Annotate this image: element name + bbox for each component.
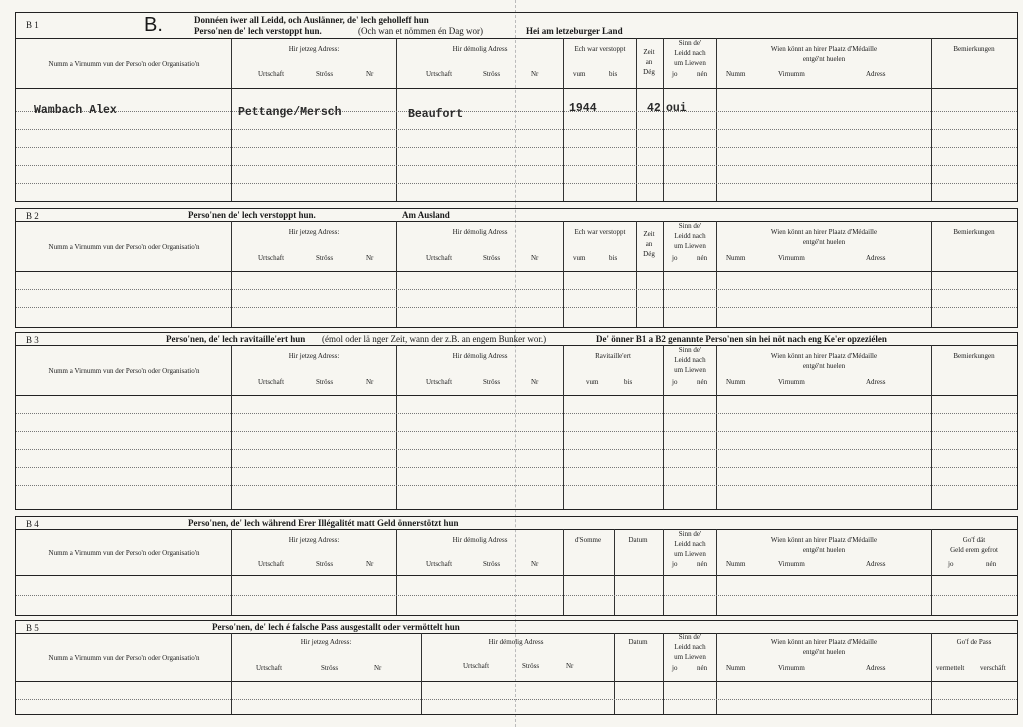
- section-code: B 5: [26, 623, 39, 633]
- medal-firstname-header: Virnumm: [778, 254, 805, 262]
- medal-name-header: Numm: [726, 664, 746, 672]
- medal-address-header: Adress: [866, 254, 886, 262]
- number-header: Nr: [531, 70, 539, 78]
- no-header: nén: [697, 560, 708, 568]
- meaning-header-3: um Liewen: [674, 242, 706, 250]
- section-b5: [15, 620, 1018, 715]
- time-header-2: an: [645, 58, 653, 66]
- section-region: Hei am letzeburger Land: [526, 26, 623, 36]
- from-header: vum: [573, 254, 586, 262]
- section-b1: [15, 12, 1018, 202]
- former-address-header: Hir démolig Adress: [488, 638, 544, 646]
- number-header: Nr: [374, 664, 382, 672]
- current-address-header: Hir jetzeg Adress:: [300, 638, 352, 646]
- section-title: Perso'nen, de' lech ravitaille'ert hun: [166, 334, 306, 344]
- section-note: (Och wan et nömmen én Dag wor): [358, 26, 483, 36]
- name-col-header: Numm a Virnumm vun der Perso'n oder Organisatio'n: [48, 654, 200, 662]
- section-code: B 3: [26, 335, 39, 345]
- section-b4: [15, 516, 1018, 616]
- meaning-header-3: um Liewen: [674, 366, 706, 374]
- yes-header: jo: [948, 560, 954, 568]
- entry-year: 1944: [569, 102, 597, 115]
- former-address-header: Hir démolig Adress: [452, 352, 508, 360]
- from-header: vum: [573, 70, 586, 78]
- number-header: Nr: [531, 378, 539, 386]
- from-header: vum: [586, 378, 599, 386]
- yes-header: jo: [672, 378, 678, 386]
- time-header-3: Dég: [643, 250, 655, 258]
- medal-header-2: entgé'nt huelen: [802, 55, 846, 63]
- medal-name-header: Numm: [726, 70, 746, 78]
- place-header: Urtschaft: [258, 70, 285, 78]
- section-title: Perso'nen de' lech verstoppt hun.: [188, 210, 316, 220]
- time-header-3: Dég: [643, 68, 655, 76]
- yes-header: jo: [672, 254, 678, 262]
- hidden-header: Ech war verstoppt: [574, 45, 626, 53]
- section-b2: [15, 208, 1018, 328]
- place-header: Urtschaft: [426, 254, 453, 262]
- meaning-header-2: Leidd nach: [674, 643, 706, 651]
- section-note-2: De' önner B1 a B2 genannte Perso'nen sin hei nöt nach eng Ke'er opzeziélen: [596, 334, 887, 344]
- street-header: Ströss: [316, 378, 334, 386]
- medal-address-header: Adress: [866, 378, 886, 386]
- meaning-header-2: Leidd nach: [674, 49, 706, 57]
- street-header: Ströss: [522, 662, 540, 670]
- number-header: Nr: [531, 254, 539, 262]
- medal-firstname-header: Virnumm: [778, 664, 805, 672]
- section-code: B 4: [26, 519, 39, 529]
- no-header: nén: [697, 378, 708, 386]
- hidden-header: Ech war verstoppt: [574, 228, 626, 236]
- remarks-header: Bemierkungen: [953, 45, 995, 53]
- medal-firstname-header: Virnumm: [778, 560, 805, 568]
- place-header: Urtschaft: [426, 560, 453, 568]
- medal-name-header: Numm: [726, 378, 746, 386]
- medal-header-2: entgé'nt huelen: [802, 546, 846, 554]
- place-header: Urtschaft: [258, 378, 285, 386]
- meaning-header-2: Leidd nach: [674, 540, 706, 548]
- entry-name: Wambach Alex: [34, 104, 117, 117]
- former-address-header: Hir démolig Adress: [452, 536, 508, 544]
- medal-address-header: Adress: [866, 664, 886, 672]
- street-header: Ströss: [483, 378, 501, 386]
- medal-header: Wien könnt an hirer Plaatz d'Médaille: [770, 45, 878, 53]
- money-return-header-2: Geld erem gefrot: [950, 546, 998, 554]
- date-header: Datum: [628, 638, 648, 646]
- street-header: Ströss: [483, 70, 501, 78]
- current-address-header: Hir jetzeg Adress:: [288, 352, 340, 360]
- section-title: Perso'nen, de' lech é falsche Pass ausgestallt oder vermöttelt hun: [212, 622, 460, 632]
- medal-header-2: entgé'nt huelen: [802, 238, 846, 246]
- former-address-header: Hir démolig Adress: [452, 45, 508, 53]
- pass-obtained-header: verschäft: [980, 664, 1006, 672]
- meaning-header-3: um Liewen: [674, 59, 706, 67]
- money-return-header: Go'f dät: [962, 536, 986, 544]
- former-address-header: Hir démolig Adress: [452, 228, 508, 236]
- section-subtitle: Perso'nen de' lech verstoppt hun.: [194, 26, 322, 36]
- time-header: Zeit: [643, 48, 655, 56]
- meaning-header-1: Sinn de': [678, 346, 702, 354]
- meaning-header-1: Sinn de': [678, 222, 702, 230]
- medal-header: Wien könnt an hirer Plaatz d'Médaille: [770, 352, 878, 360]
- place-header: Urtschaft: [426, 70, 453, 78]
- section-code: B 1: [26, 20, 39, 30]
- medal-header-2: entgé'nt huelen: [802, 648, 846, 656]
- no-header: nén: [986, 560, 997, 568]
- remarks-header: Bemierkungen: [953, 352, 995, 360]
- medal-firstname-header: Virnumm: [778, 378, 805, 386]
- no-header: nén: [697, 70, 708, 78]
- name-col-header: Numm a Virnumm vun der Perso'n oder Organisatio'n: [48, 243, 200, 251]
- no-header: nén: [697, 664, 708, 672]
- time-header: Zeit: [643, 230, 655, 238]
- name-col-header: Numm a Virnumm vun der Perso'n oder Organisatio'n: [48, 367, 200, 375]
- entry-days: 42: [647, 102, 661, 115]
- meaning-header-2: Leidd nach: [674, 356, 706, 364]
- number-header: Nr: [366, 378, 374, 386]
- number-header: Nr: [366, 254, 374, 262]
- no-header: nén: [697, 254, 708, 262]
- medal-header-2: entgé'nt huelen: [802, 362, 846, 370]
- meaning-header-1: Sinn de': [678, 530, 702, 538]
- medal-firstname-header: Virnumm: [778, 70, 805, 78]
- meaning-header-3: um Liewen: [674, 653, 706, 661]
- time-header-2: an: [645, 240, 653, 248]
- entry-former-place: Beaufort: [408, 108, 464, 121]
- yes-header: jo: [672, 70, 678, 78]
- place-header: Urtschaft: [463, 662, 490, 670]
- to-header: bis: [609, 70, 618, 78]
- pass-header: Go'f de Pass: [956, 638, 992, 646]
- current-address-header: Hir jetzeg Adress:: [288, 228, 340, 236]
- sum-header: d'Somme: [574, 536, 602, 544]
- section-note: (émol oder lä nger Zeit, wann der z.B. an engem Bunker wor.): [322, 334, 547, 344]
- entry-answer: oui: [666, 102, 687, 115]
- medal-header: Wien könnt an hirer Plaatz d'Médaille: [770, 228, 878, 236]
- medal-address-header: Adress: [866, 560, 886, 568]
- street-header: Ströss: [316, 560, 334, 568]
- number-header: Nr: [531, 560, 539, 568]
- section-code: B 2: [26, 211, 39, 221]
- meaning-header-1: Sinn de': [678, 39, 702, 47]
- current-address-header: Hir jetzeg Adress:: [288, 45, 340, 53]
- medal-name-header: Numm: [726, 560, 746, 568]
- medal-address-header: Adress: [866, 70, 886, 78]
- place-header: Urtschaft: [258, 254, 285, 262]
- to-header: bis: [624, 378, 633, 386]
- medal-header: Wien könnt an hirer Plaatz d'Médaille: [770, 536, 878, 544]
- section-b3: [15, 332, 1018, 510]
- place-header: Urtschaft: [426, 378, 453, 386]
- date-header: Datum: [628, 536, 648, 544]
- number-header: Nr: [366, 70, 374, 78]
- meaning-header-3: um Liewen: [674, 550, 706, 558]
- medal-header: Wien könnt an hirer Plaatz d'Médaille: [770, 638, 878, 646]
- form-letter: B.: [144, 14, 163, 36]
- street-header: Ströss: [316, 254, 334, 262]
- section-title: Donnéen iwer all Leidd, och Auslänner, de' lech geholleff hun: [194, 15, 429, 25]
- medal-name-header: Numm: [726, 254, 746, 262]
- meaning-header-1: Sinn de': [678, 633, 702, 641]
- entry-current-place: Pettange/Mersch: [238, 106, 342, 119]
- remarks-header: Bemierkungen: [953, 228, 995, 236]
- name-col-header: Numm a Virnumm vun der Perso'n oder Organisatio'n: [48, 549, 200, 557]
- street-header: Ströss: [316, 70, 334, 78]
- section-region: Am Ausland: [402, 210, 450, 220]
- supplied-header: Ravitaille'ert: [595, 352, 631, 360]
- section-title: Perso'nen, de' lech während Erer Illégalitét matt Geld önnerstötzt hun: [188, 518, 459, 528]
- street-header: Ströss: [321, 664, 339, 672]
- number-header: Nr: [366, 560, 374, 568]
- name-col-header: Numm a Virnumm vun der Perso'n oder Organisatio'n: [48, 60, 200, 68]
- number-header: Nr: [566, 662, 574, 670]
- current-address-header: Hir jetzeg Adress:: [288, 536, 340, 544]
- yes-header: jo: [672, 560, 678, 568]
- yes-header: jo: [672, 664, 678, 672]
- place-header: Urtschaft: [258, 560, 285, 568]
- pass-issued-header: vermettelt: [936, 664, 965, 672]
- street-header: Ströss: [483, 254, 501, 262]
- street-header: Ströss: [483, 560, 501, 568]
- meaning-header-2: Leidd nach: [674, 232, 706, 240]
- to-header: bis: [609, 254, 618, 262]
- place-header: Urtschaft: [256, 664, 283, 672]
